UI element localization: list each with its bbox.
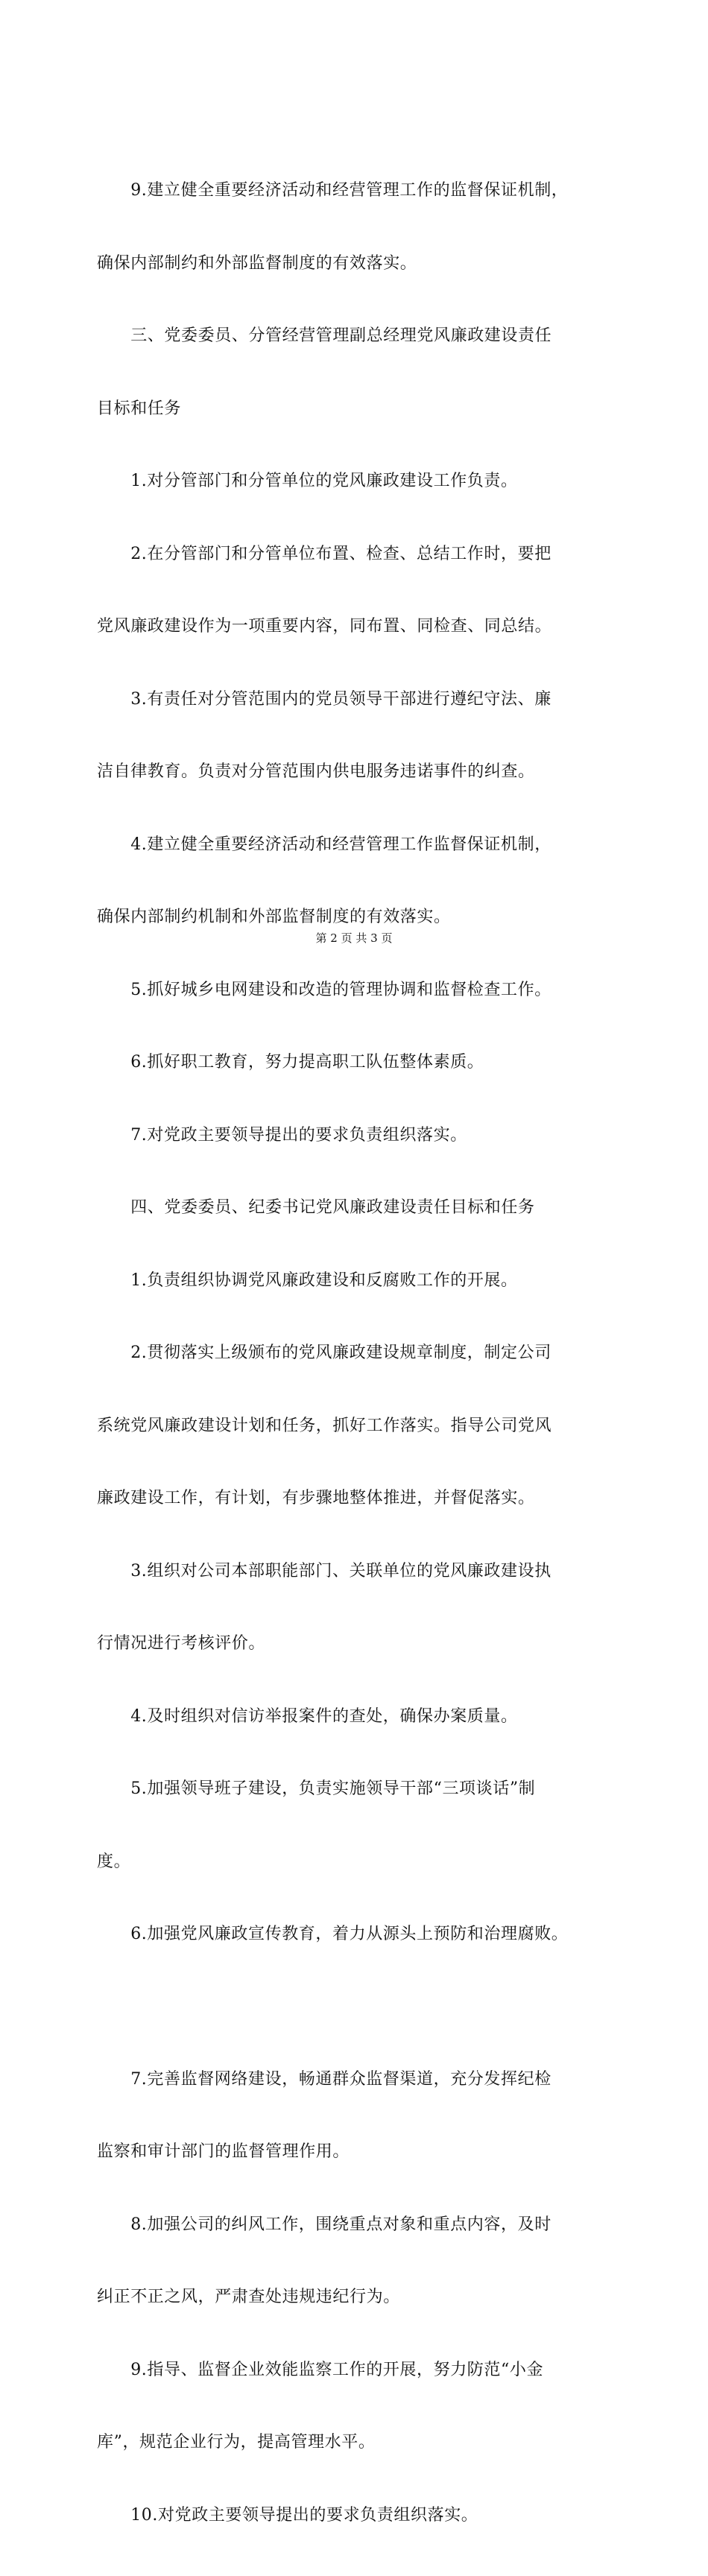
text-line: 洁自律教育。负责对分管范围内供电服务违诺事件的纠查。 [97,762,535,781]
text-line: 10.对党政主要领导提出的要求负责组织落实。 [97,2505,478,2525]
text-line: 7.完善监督网络建设，畅通群众监督渠道，充分发挥纪检 [97,2069,551,2089]
text-line: 行情况进行考核评价。 [97,1634,266,1653]
blank-line [97,1996,626,2019]
page-number-footer: 第 2 页 共 3 页 [315,931,393,945]
text-line: 7.对党政主要领导提出的要求负责组织落实。 [97,1125,467,1145]
text-line: 4.及时组织对信访举报案件的查处，确保办案质量。 [97,1706,518,1726]
text-line: 确保内部制约和外部监督制度的有效落实。 [97,253,417,273]
section-heading: 三、党委委员、分管经营管理副总经理党风廉政建设责任 [97,326,552,345]
text-line: 系统党风廉政建设计划和任务，抓好工作落实。指导公司党风 [97,1416,552,1435]
text-line: 库”，规范企业行为，提高管理水平。 [97,2433,376,2452]
text-line: 党风廉政建设作为一项重要内容，同布置、同检查、同总结。 [97,617,552,636]
text-line: 8.加强公司的纠风工作，围绕重点对象和重点内容，及时 [97,2215,551,2234]
text-line: 纠正不正之风，严肃查处违规违纪行为。 [97,2288,400,2306]
text-line: 度。 [97,1852,131,1871]
text-line: 6.加强党风廉政宣传教育，着力从源头上预防和治理腐败。 [97,1925,569,1943]
text-line: 1.负责组织协调党风廉政建设和反腐败工作的开展。 [97,1270,518,1290]
text-line: 1.对分管部门和分管单位的党风廉政建设工作负责。 [97,472,518,490]
text-line: 2.贯彻落实上级颁布的党风廉政建设规章制度，制定公司 [97,1344,551,1362]
text-line: 廉政建设工作，有计划，有步骤地整体推进，并督促落实。 [97,1489,535,1507]
text-line: 监察和审计部门的监督管理作用。 [97,2142,350,2161]
document-body [97,130,626,2576]
text-line: 3.组织对公司本部职能部门、关联单位的党风廉政建设执 [97,1561,551,1580]
text-line: 9.指导、监督企业效能监察工作的开展，努力防范“小金 [97,2360,544,2379]
text-line: 6.抓好职工教育，努力提高职工队伍整体素质。 [97,1053,484,1072]
text-line: 5.抓好城乡电网建设和改造的管理协调和监督检查工作。 [97,980,551,999]
text-line: 9.建立健全重要经济活动和经营管理工作的监督保证机制， [97,181,569,200]
text-line: 确保内部制约机制和外部监督制度的有效落实。 [97,908,451,926]
text-line: 5.加强领导班子建设，负责实施领导干部“三项谈话”制 [97,1779,536,1798]
text-line: 2.在分管部门和分管单位布置、检查、总结工作时，要把 [97,544,551,563]
text-line: 3.有责任对分管范围内的党员领导干部进行遵纪守法、廉 [97,689,551,709]
text-line: 4.建立健全重要经济活动和经营管理工作监督保证机制， [97,835,551,854]
text-block [97,130,626,2576]
section-heading: 目标和任务 [97,399,182,418]
section-heading: 四、党委委员、纪委书记党风廉政建设责任目标和任务 [97,1198,535,1217]
